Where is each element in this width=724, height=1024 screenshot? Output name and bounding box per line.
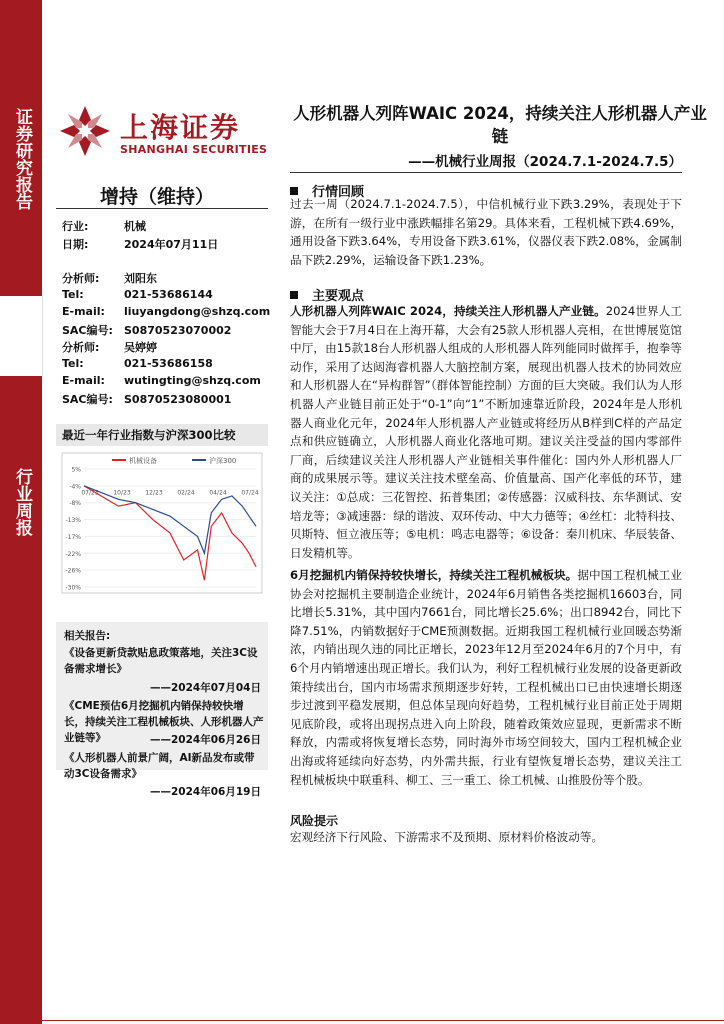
analyst-2-tel: Tel: 021-53686158 — [62, 357, 213, 370]
x-tick-label: 04/24 — [209, 489, 227, 497]
section-main-views-p1 — [290, 302, 682, 562]
left-sidebar — [0, 0, 42, 1024]
x-tick-label: 07/23 — [81, 489, 99, 497]
y-tick-label: -8% — [69, 500, 81, 508]
related-report-1-date: ——2024年07月04日 — [150, 682, 261, 694]
report-title: 人形机器人列阵WAIC 2024，持续关注人形机器人产业链 — [293, 104, 707, 146]
section-main-views-p2 — [290, 566, 682, 789]
meta-date: 日期: 2024年07月11日 — [62, 238, 219, 251]
related-report-2-date: ——2024年06月26日 — [150, 734, 261, 746]
related-report-2[interactable]: 《CME预估6月挖掘机内销保持较快增长，持续关注工程机械板块、人形机器人产业链等》 — [64, 700, 264, 744]
related-heading: 相关报告: — [64, 630, 111, 642]
x-tick-label: 07/24 — [241, 489, 259, 497]
y-tick-label: -22% — [65, 550, 81, 558]
y-tick-label: -30% — [65, 584, 81, 592]
report-subtitle: ——机械行业周报（2024.7.1-2024.7.5） — [408, 154, 682, 170]
analyst-1-name: 分析师: 刘阳东 — [62, 272, 157, 285]
sidebar-label-weekly: 行业周报 — [12, 468, 32, 536]
p1-lead: 人形机器人列阵WAIC 2024，持续关注人形机器人产业链。 — [290, 304, 606, 318]
section-main-views-heading: 主要观点 — [290, 285, 364, 304]
analyst-1-email: E-mail: liuyangdong@shzq.com — [62, 305, 271, 318]
rating: 增持（维持） — [100, 186, 215, 208]
index-comparison-chart — [56, 447, 268, 597]
title-divider — [290, 172, 682, 173]
analyst-2-email: E-mail: wutingting@shzq.com — [62, 374, 261, 387]
rating-divider — [56, 208, 268, 209]
y-tick-label: -17% — [65, 533, 81, 541]
y-tick-label: -13% — [65, 517, 81, 525]
legend-label-hs300: 沪深300 — [209, 457, 237, 465]
y-tick-label: 5% — [71, 466, 81, 474]
analyst-2-name: 分析师: 吴婷婷 — [62, 341, 157, 354]
risk-text: 宏观经济下行风险、下游需求不及预期、原材料价格波动等。 — [290, 830, 604, 844]
meta-industry: 行业: 机械 — [62, 220, 146, 233]
company-logo-icon — [58, 104, 112, 158]
x-tick-label: 02/24 — [177, 489, 195, 497]
section-market-review-text: 过去一周（2024.7.1-2024.7.5），中信机械行业下跌3.29%，表现处于下游，在所有一级行业中涨跌幅排名第29。具体来看，工程机械下跌4.69%，通用设备下跌3.64%，专用设备下跌3.61%，仪器仪表下跌2.08%，金属制品下跌2.29%，运输设备下跌1.23%。 — [290, 197, 682, 267]
legend-label-industry: 机械设备 — [129, 457, 157, 465]
p1-body: 2024世界人工智能大会于7月4日在上海开幕，大会有25款人形机器人亮相，在世博展览馆中厅，由15款18台人形机器人组成的人形机器人阵列能同时做挥手，抱拳等动作，采用了达闼海睿机器人大脑控制方案，展现出机器人技术的协同效应和人形机器人在“异构群智”（群体智能控制）方面的巨大突破。我们认为人形机器人产业链目前正处于“0-1”向“1”不断加速靠近阶段，2024年是人形机器人商业化元年，2024年人形机器人产业链或将经历从B样到C样的产品定点和供应链确立，人形机器人商业化落地可期。建议关注受益的国内零部件厂商，后续建议关注人形机器人产业链相关事件催化：国内外人形机器人厂商的成果展示等。建议关注技术壁垒高、价值量高、国产化率低的环节，建议关注：①总成：三花智控、拓普集团；②传感器：汉威科技、东华测试、安培龙等；③减速器：绿的谐波、双环传动、中大力德等；④丝杠：北特科技、贝斯特、恒立液压等；⑤电机：鸣志电器等；⑥设备：秦川机床、华辰装备、日发精机等。 — [290, 304, 682, 560]
sidebar-label-research: 证券研究报告 — [12, 108, 32, 210]
section-market-review-heading: 行情回顾 — [290, 181, 364, 200]
analyst-2-sac: SAC编号: S0870523080001 — [62, 393, 232, 406]
x-tick-label: 12/23 — [145, 489, 163, 497]
x-tick-label: 10/23 — [113, 489, 131, 497]
p2-lead: 6月挖掘机内销保持较快增长，持续关注工程机械板块。 — [290, 568, 578, 582]
risk-heading: 风险提示 — [290, 814, 339, 828]
related-report-1[interactable]: 《设备更新贷款贴息政策落地，关注3C设备需求增长》 — [64, 647, 258, 675]
logo-cn-text: 上海证券 — [120, 111, 241, 144]
p2-body: 据中国工程机械工业协会对挖掘机主要制造企业统计，2024年6月销售各类挖掘机16603台，同比增长5.31%，其中国内7661台，同比增长25.6%；出口8942台，同比下降7.51%，内销数据好于CME预测数据。近期我国工程机械行业回暖态势渐浓，内销出现久违的同比正增长，2023年12月至2024年6月的7个月中，有6个月内销增速出现正增长。我们认为，利好工程机械行业发展的设备更新政策持续出台，国内市场需求预期逐步好转，工程机械出口已由快速增长期逐步过渡到平稳发展期，但总体呈现向好趋势，工程机械行业目前正处于周期见底阶段，或将出现拐点进入向上阶段，随着政策效应显现，更新需求不断释放，内需或将恢复增长态势，同时海外市场空间较大，国内工程机械企业出海或将延续向好态势，内外需共振，行业有望恢复增长态势，建议关注工程机械板块中联重科、柳工、三一重工、徐工机械、山推股份等个股。 — [290, 568, 682, 787]
chart-title: 最近一年行业指数与沪深300比较 — [56, 424, 268, 446]
y-tick-label: -4% — [69, 483, 81, 491]
analyst-1-sac: SAC编号: S0870523070002 — [62, 324, 232, 337]
logo-en-text: SHANGHAI SECURITIES — [120, 143, 268, 156]
y-tick-label: -26% — [65, 567, 81, 575]
related-report-3-date: ——2024年06月19日 — [150, 786, 261, 798]
related-report-3[interactable]: 《人形机器人前景广阔，AI新品发布或带动3C设备需求》 — [64, 752, 255, 780]
sidebar-gap — [0, 296, 43, 376]
footer-line — [42, 1020, 724, 1021]
analyst-1-tel: Tel: 021-53686144 — [62, 288, 213, 301]
